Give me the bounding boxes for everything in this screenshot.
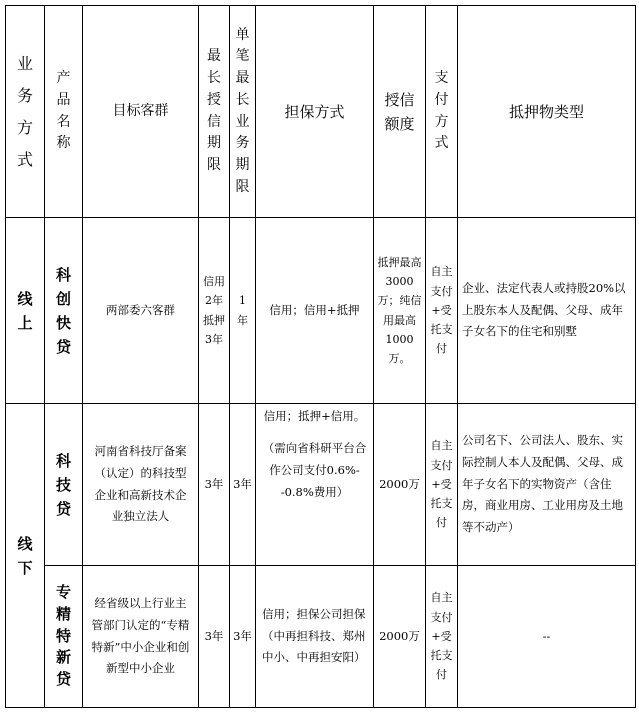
guarantee-method: 信用；信用+抵押 bbox=[256, 218, 374, 404]
payment-method: 自主支付+受托支付 bbox=[426, 404, 458, 566]
target-customers: 经省级以上行业主管部门认定的“专精特新”中小企业和创新型中小企业 bbox=[83, 566, 199, 708]
product-name: 科创快贷 bbox=[45, 218, 83, 404]
credit-amount: 2000万 bbox=[374, 566, 426, 708]
guarantee-text: 信用；抵押+信用。 bbox=[263, 409, 366, 423]
business-mode-offline: 线下 bbox=[6, 404, 45, 708]
target-customers: 河南省科技厅备案（认定）的科技型企业和高新技术企业独立法人 bbox=[83, 404, 199, 566]
header-product-name: 产品名称 bbox=[45, 6, 83, 218]
header-collateral: 抵押物类型 bbox=[458, 6, 636, 218]
single-term: 3年 bbox=[230, 566, 256, 708]
payment-method: 自主支付+受托支付 bbox=[426, 218, 458, 404]
credit-term: 3年 bbox=[199, 566, 230, 708]
header-row bbox=[6, 6, 636, 218]
product-name: 专精特新贷 bbox=[45, 566, 83, 708]
guarantee-note: （需向省科研平台合作公司支付0.6%--0.8%费用） bbox=[262, 440, 367, 499]
header-payment: 支付方式 bbox=[426, 6, 458, 218]
credit-amount: 抵押最高3000万；纯信用最高1000万。 bbox=[374, 218, 426, 404]
single-term: 3年 bbox=[230, 404, 256, 566]
credit-term: 信用2年抵押3年 bbox=[199, 218, 230, 404]
header-guarantee: 担保方式 bbox=[256, 6, 374, 218]
table-row bbox=[6, 566, 636, 708]
collateral-type: 企业、法定代表人或持股20%以上股东本人及配偶、父母、成年子女名下的住宅和别墅 bbox=[458, 218, 636, 404]
single-term: 1年 bbox=[230, 218, 256, 404]
product-name: 科技贷 bbox=[45, 404, 83, 566]
credit-term: 3年 bbox=[199, 404, 230, 566]
table-row bbox=[6, 218, 636, 404]
header-target: 目标客群 bbox=[83, 6, 199, 218]
header-max-single-term: 单笔最长业务期限 bbox=[230, 6, 256, 218]
collateral-type: 公司名下、公司法人、股东、实际控制人本人及配偶、父母、成年子女名下的实物资产（含住房，商业用房、工业用房及土地等不动产） bbox=[458, 404, 636, 566]
collateral-type: -- bbox=[458, 566, 636, 708]
credit-amount: 2000万 bbox=[374, 404, 426, 566]
table-row bbox=[6, 404, 636, 566]
header-credit-amount: 授信额度 bbox=[374, 6, 426, 218]
business-mode-online: 线上 bbox=[6, 218, 45, 404]
guarantee-method: 信用；担保公司担保（中再担科技、郑州中小、中再担安阳） bbox=[256, 566, 374, 708]
payment-method: 自主支付+受托支付 bbox=[426, 566, 458, 708]
guarantee-method bbox=[256, 404, 374, 566]
target-customers: 两部委六客群 bbox=[83, 218, 199, 404]
header-business-mode: 业务方式 bbox=[6, 6, 45, 218]
loan-products-table bbox=[5, 5, 636, 708]
header-max-credit-term: 最长授信期限 bbox=[199, 6, 230, 218]
